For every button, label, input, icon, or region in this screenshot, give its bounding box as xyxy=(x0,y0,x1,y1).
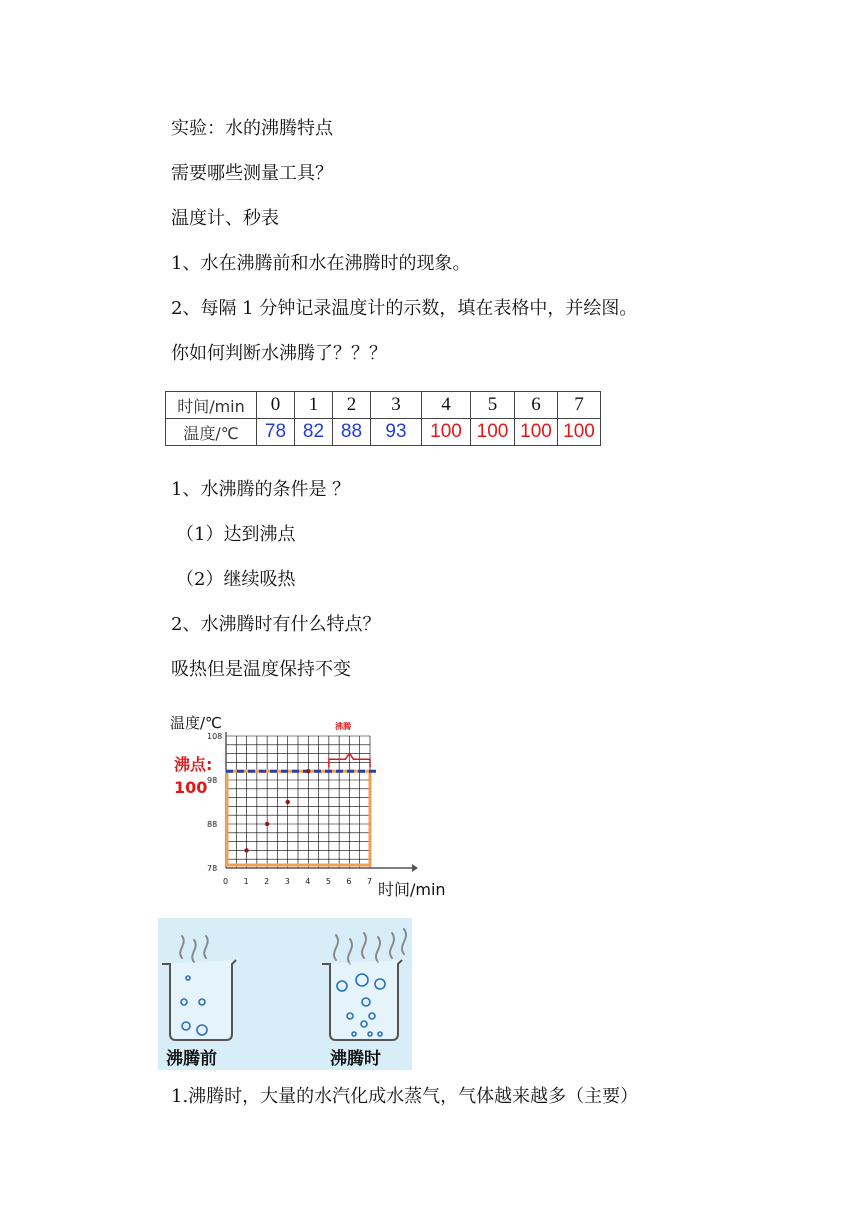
text-condition-question: 1、水沸腾的条件是 ？ xyxy=(171,479,351,500)
data-point xyxy=(306,769,310,773)
x-axis-arrow-icon xyxy=(412,864,418,872)
table-cell-temp: 100 xyxy=(471,419,515,446)
x-tick-label: 2 xyxy=(264,877,270,886)
chart-xlabel: 时间/min xyxy=(378,880,446,899)
table-cell-temp: 93 xyxy=(371,419,422,446)
text-item-2: 2、每隔 1 分钟记录温度计的示数，填在表格中，并绘图。 xyxy=(171,298,638,319)
steam-before-icon xyxy=(180,936,207,962)
table-cell-temp: 100 xyxy=(558,419,601,446)
data-table xyxy=(165,391,601,446)
text-feature-question: 2、水沸腾时有什么特点？ xyxy=(171,614,381,635)
table-row-temp xyxy=(166,419,601,446)
y-tick-label: 78 xyxy=(207,864,218,873)
data-point xyxy=(244,848,248,852)
text-feature-answer: 吸热但是温度保持不变 xyxy=(171,659,351,680)
y-tick-label: 88 xyxy=(207,820,218,829)
table-cell-temp: 100 xyxy=(422,419,471,446)
steam-during-icon xyxy=(334,929,406,964)
table-cell-temp: 100 xyxy=(515,419,558,446)
x-tick-label: 0 xyxy=(223,877,229,886)
data-point xyxy=(265,822,269,826)
chart-axes xyxy=(207,732,418,886)
table-cell-time: 0 xyxy=(257,392,295,419)
boiling-chart xyxy=(160,700,460,905)
table-row-time xyxy=(166,392,601,419)
x-tick-label: 4 xyxy=(305,877,311,886)
x-tick-label: 6 xyxy=(346,877,352,886)
text-item-1: 1、水在沸腾前和水在沸腾时的现象。 xyxy=(171,253,471,274)
table-cell-time: 2 xyxy=(333,392,371,419)
table-cell-temp: 82 xyxy=(295,419,333,446)
table-cell-time: 5 xyxy=(471,392,515,419)
x-tick-label: 7 xyxy=(367,877,373,886)
table-cell-time: 1 xyxy=(295,392,333,419)
table-cell-temp: 78 xyxy=(257,419,295,446)
x-tick-label: 5 xyxy=(325,877,331,886)
y-tick-label: 108 xyxy=(207,732,223,741)
table-cell-time: 3 xyxy=(371,392,422,419)
x-tick-label: 1 xyxy=(243,877,249,886)
label-before-boiling: 沸腾前 xyxy=(166,1049,217,1069)
table-cell-time: 7 xyxy=(558,392,601,419)
chart-marks xyxy=(226,753,376,865)
beaker-illustration xyxy=(158,918,412,1070)
x-tick-label: 3 xyxy=(284,877,290,886)
table-header-time: 时间/min xyxy=(166,392,257,419)
text-question-judge: 你如何判断水沸腾了？？？ xyxy=(171,343,387,364)
text-condition-2: （2）继续吸热 xyxy=(176,569,296,590)
y-tick-label: 98 xyxy=(207,776,218,785)
table-cell-time: 4 xyxy=(422,392,471,419)
data-point xyxy=(286,800,290,804)
text-condition-1: （1）达到沸点 xyxy=(176,524,296,545)
chart-ylabel: 温度/℃ xyxy=(170,714,222,732)
text-conclusion: 1.沸腾时，大量的水汽化成水蒸气，气体越来越多（主要） xyxy=(171,1086,639,1107)
table-header-temp: 温度/℃ xyxy=(166,419,257,446)
text-question-tools: 需要哪些测量工具？ xyxy=(171,163,333,184)
label-during-boiling: 沸腾时 xyxy=(330,1049,381,1069)
table-cell-temp: 88 xyxy=(333,419,371,446)
table-cell-time: 6 xyxy=(515,392,558,419)
boiling-point-label: 沸点: xyxy=(174,755,213,774)
text-answer-tools: 温度计、秒表 xyxy=(171,208,279,229)
boiling-point-value: 100 xyxy=(174,778,208,797)
text-title: 实验：水的沸腾特点 xyxy=(171,118,333,139)
boiling-bracket-label: 沸腾 xyxy=(335,722,351,731)
